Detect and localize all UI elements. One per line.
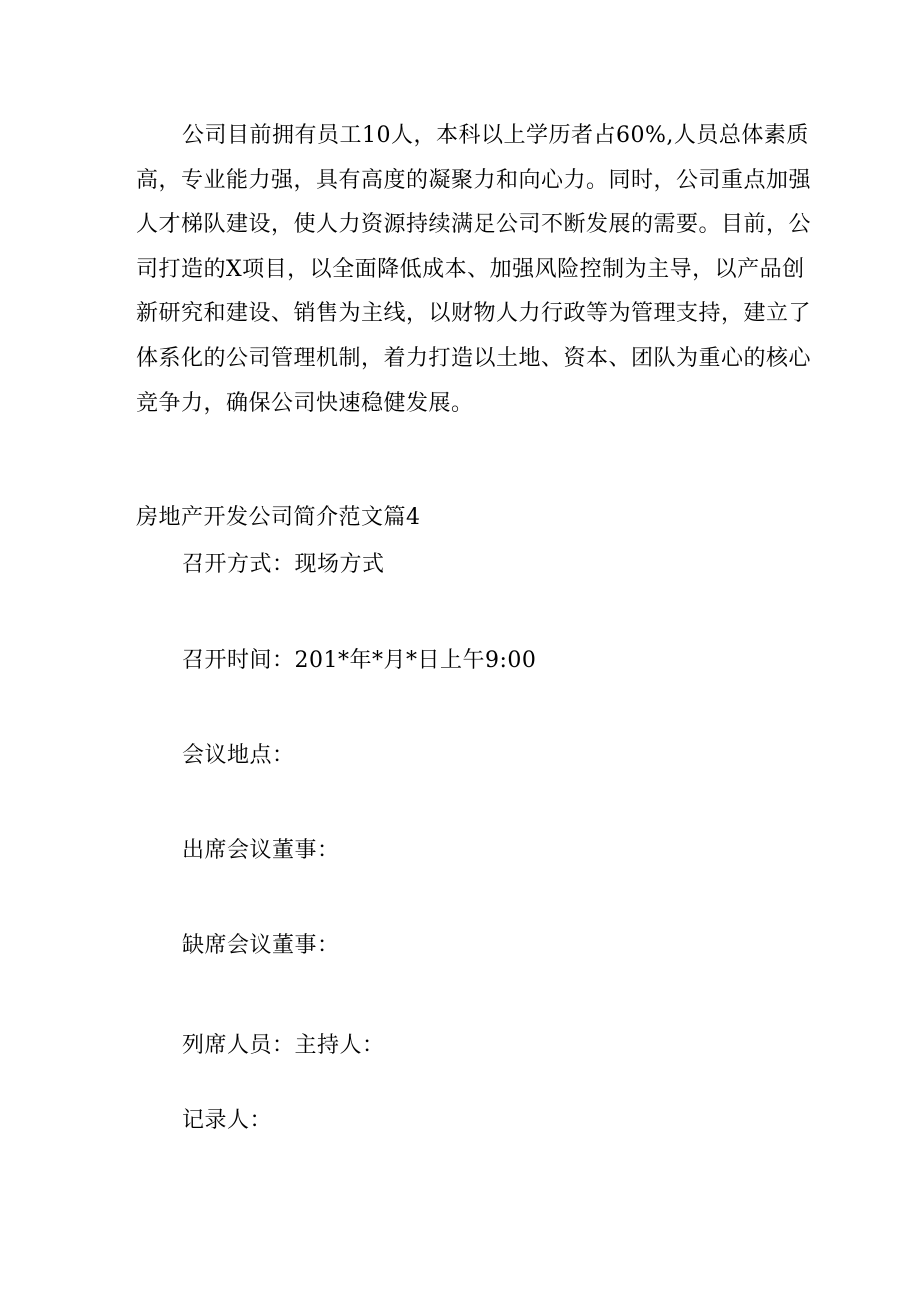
paragraph-line: 竞争力，确保公司快速稳健发展。 <box>136 390 474 416</box>
paragraph-line: 人才梯队建设，使人力资源持续满足公司不断发展的需要。目前，公 <box>136 212 812 238</box>
meeting-method-field: 召开方式：现场方式 <box>182 552 385 577</box>
intro-paragraph <box>136 114 812 426</box>
attending-directors-field: 出席会议董事： <box>182 838 340 863</box>
paragraph-line: 新研究和建设、销售为主线，以财物人力行政等为管理支持，建立了 <box>136 301 812 327</box>
paragraph-line: 体系化的公司管理机制，着力打造以土地、资本、团队为重心的核心 <box>136 345 812 371</box>
absent-directors-field: 缺席会议董事： <box>182 933 340 958</box>
recorder-field: 记录人： <box>182 1108 273 1133</box>
section-heading: 房地产开发公司简介范文篇4 <box>136 505 421 530</box>
attendees-host-field: 列席人员：主持人： <box>182 1033 385 1058</box>
paragraph-line: 司打造的X项目，以全面降低成本、加强风险控制为主导，以产品创 <box>136 256 805 282</box>
paragraph-line: 高，专业能力强，具有高度的凝聚力和向心力。同时，公司重点加强 <box>136 167 812 193</box>
meeting-time-field: 召开时间：201*年*月*日上午9:00 <box>182 648 537 673</box>
meeting-location-field: 会议地点： <box>182 743 295 768</box>
paragraph-line: 公司目前拥有员工10人，本科以上学历者占60%,人员总体素质 <box>182 123 809 148</box>
